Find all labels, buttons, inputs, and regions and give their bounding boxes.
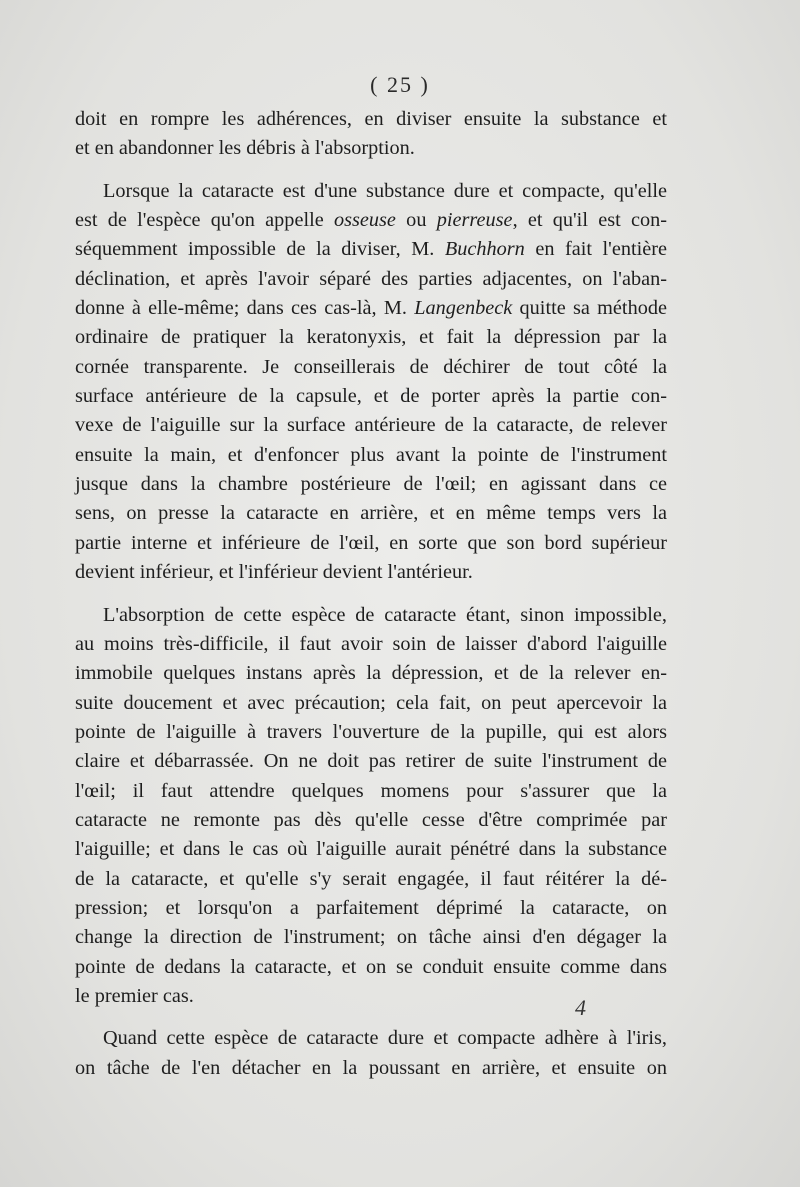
text-line: immobile quelques instans après la dépression, et de la relever en-: [75, 662, 667, 685]
text-line: vexe de l'aiguille sur la surface antérieure de la cataracte, de relever: [75, 414, 667, 437]
text-line: L'absorption de cette espèce de cataracte étant, sinon impossible,: [103, 603, 667, 626]
text-line: doit en rompre les adhérences, en diviser ensuite la substance et: [75, 108, 667, 130]
text-line: est de l'espèce qu'on appelle osseuse ou pierreuse, et qu'il est con-: [75, 209, 667, 232]
paragraph: [75, 105, 667, 164]
text-line: l'œil; il faut attendre quelques momens pour s'assurer que la: [75, 779, 667, 802]
text-line: de la cataracte, et qu'elle s'y serait engagée, il faut réitérer la dé-: [75, 867, 667, 890]
signature-mark: 4: [575, 995, 586, 1020]
text-line: ensuite la main, et d'enfoncer plus avant la pointe de l'instrument: [75, 443, 667, 466]
text-line: pointe de dedans la cataracte, et on se conduit ensuite comme dans: [75, 955, 667, 978]
text-line: claire et débarrassée. On ne doit pas retirer de suite l'instrument de: [75, 750, 667, 773]
text-line: jusque dans la chambre postérieure de l'œil; en agissant dans ce: [75, 473, 667, 496]
text-line: déclination, et après l'avoir séparé des parties adjacentes, on l'aban-: [75, 267, 667, 290]
text-line: partie interne et inférieure de l'œil, en sorte que son bord supérieur: [75, 531, 667, 554]
text-line: donne à elle-même; dans ces cas-là, M. Langenbeck quitte sa méthode: [75, 297, 667, 320]
text-line: le premier cas.: [75, 984, 194, 1007]
text-line: pression; et lorsqu'on a parfaitement déprimé la cataracte, on: [75, 896, 667, 919]
text-line: Quand cette espèce de cataracte dure et compacte adhère à l'iris,: [103, 1027, 667, 1050]
text-line: Lorsque la cataracte est d'une substance dure et compacte, qu'elle: [103, 179, 667, 202]
body-text: [75, 105, 667, 1083]
text-line: suite doucement et avec précaution; cela fait, on peut apercevoir la: [75, 691, 667, 714]
text-line: on tâche de l'en détacher en la poussant en arrière, et ensuite on: [75, 1056, 667, 1079]
text-line: surface antérieure de la capsule, et de porter après la partie con-: [75, 385, 667, 408]
text-line: devient inférieur, et l'inférieur devient l'antérieur.: [75, 561, 473, 584]
text-line: séquemment impossible de la diviser, M. Buchhorn en fait l'entière: [75, 238, 667, 261]
text-line: change la direction de l'instrument; on tâche ainsi d'en dégager la: [75, 926, 667, 949]
text-line: ordinaire de pratiquer la keratonyxis, et fait la dépression par la: [75, 326, 667, 349]
text-line: sens, on presse la cataracte en arrière, et en même temps vers la: [75, 502, 667, 525]
text-line: et en abandonner les débris à l'absorption.: [75, 137, 415, 160]
text-line: pointe de l'aiguille à travers l'ouverture de la pupille, qui est alors: [75, 720, 667, 743]
paragraph: [75, 177, 667, 588]
text-line: cataracte ne remonte pas dès qu'elle cesse d'être comprimée par: [75, 808, 667, 831]
paragraph: [75, 1024, 667, 1083]
text-line: l'aiguille; et dans le cas où l'aiguille aurait pénétré dans la substance: [75, 838, 667, 861]
page-number-header: ( 25 ): [370, 72, 430, 97]
text-line: au moins très-difficile, il faut avoir soin de laisser d'abord l'aiguille: [75, 632, 667, 655]
paragraph: [75, 601, 667, 1012]
text-line: cornée transparente. Je conseillerais de déchirer de tout côté la: [75, 355, 667, 378]
